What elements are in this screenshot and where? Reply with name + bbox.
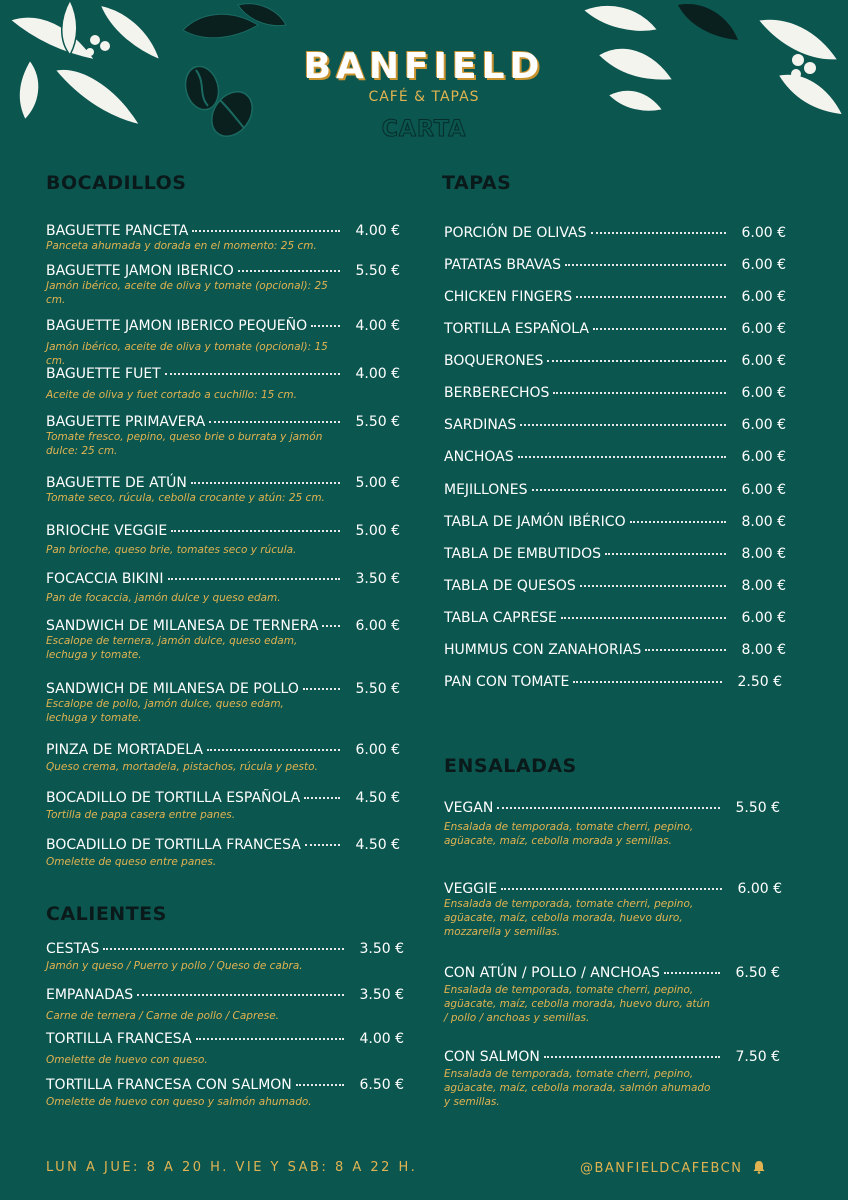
- item-description: Carne de ternera / Carne de pollo / Caprese.: [46, 1010, 280, 1022]
- item-name: SARDINAS: [444, 417, 517, 433]
- item-description: Jamón ibérico, aceite de oliva y tomate (opcional): 25 cm.: [46, 280, 328, 306]
- menu-item: [46, 614, 400, 662]
- menu-item: [444, 877, 782, 939]
- item-price: 6.50 €: [735, 965, 780, 981]
- menu-item: [444, 445, 786, 465]
- menu-item: [46, 567, 400, 605]
- item-price: 4.00 €: [355, 223, 400, 239]
- item-name: MEJILLONES: [444, 482, 528, 498]
- menu-item: [444, 317, 786, 337]
- social-handle-text: @BANFIELDCAFEBCN: [580, 1161, 743, 1176]
- menu-item: [444, 381, 786, 401]
- item-name: BRIOCHE VEGGIE: [46, 523, 168, 539]
- item-price: 6.00 €: [741, 289, 786, 305]
- item-description: Escalope de ternera, jamón dulce, queso edam, lechuga y tomate.: [46, 635, 298, 661]
- item-price: 6.00 €: [741, 417, 786, 433]
- item-name: PORCIÓN DE OLIVAS: [444, 225, 587, 241]
- item-price: 4.00 €: [359, 1031, 404, 1047]
- menu-item: [444, 413, 786, 433]
- opening-hours: LUN A JUE: 8 A 20 H. VIE Y SAB: 8 A 22 H.: [46, 1160, 418, 1175]
- menu-item: [46, 677, 400, 725]
- menu-item: [444, 349, 786, 369]
- item-name: BOQUERONES: [444, 353, 544, 369]
- menu-item: [444, 478, 786, 498]
- menu-item: [444, 253, 786, 273]
- item-price: 8.00 €: [741, 642, 786, 658]
- item-price: 8.00 €: [741, 578, 786, 594]
- item-description: Omelette de huevo con queso y salmón ahumado.: [46, 1096, 312, 1108]
- item-name: VEGGIE: [444, 881, 498, 897]
- item-name: BERBERECHOS: [444, 385, 550, 401]
- item-name: FOCACCIA BIKINI: [46, 571, 164, 587]
- item-description: Tomate seco, rúcula, cebolla crocante y atún: 25 cm.: [46, 492, 325, 504]
- item-price: 6.00 €: [741, 353, 786, 369]
- item-name: EMPANADAS: [46, 987, 134, 1003]
- item-name: CHICKEN FINGERS: [444, 289, 573, 305]
- item-name: VEGAN: [444, 800, 494, 816]
- item-price: 6.00 €: [741, 385, 786, 401]
- item-price: 4.50 €: [355, 837, 400, 853]
- item-price: 4.00 €: [355, 366, 400, 382]
- item-name: TORTILLA FRANCESA CON SALMON: [46, 1077, 292, 1093]
- item-name: TABLA CAPRESE: [444, 610, 557, 626]
- item-price: 6.00 €: [741, 610, 786, 626]
- menu-item: [46, 259, 400, 307]
- item-name: BOCADILLO DE TORTILLA FRANCESA: [46, 837, 301, 853]
- item-name: BAGUETTE DE ATÚN: [46, 475, 187, 491]
- item-description: Ensalada de temporada, tomate cherri, pepino, agüacate, maíz, cebolla morada y semillas.: [444, 821, 694, 847]
- menu-item: [444, 221, 786, 241]
- item-name: HUMMUS CON ZANAHORIAS: [444, 642, 642, 658]
- brand-subtitle: CAFÉ & TAPAS: [368, 89, 480, 105]
- menu-item: [444, 606, 786, 626]
- item-price: 6.50 €: [359, 1077, 404, 1093]
- menu-item: [46, 410, 400, 458]
- item-name: ANCHOAS: [444, 449, 514, 465]
- item-price: 5.00 €: [355, 523, 400, 539]
- item-name: CON SALMON: [444, 1049, 540, 1065]
- item-name: PINZA DE MORTADELA: [46, 742, 203, 758]
- item-price: 3.50 €: [359, 941, 404, 957]
- item-description: Ensalada de temporada, tomate cherri, pepino, agüacate, maíz, cebolla morada, huevo duro, mozzarella y semillas.: [444, 898, 694, 938]
- item-price: 3.50 €: [355, 571, 400, 587]
- section-title-calientes: CALIENTES: [46, 903, 167, 925]
- menu-item: [444, 961, 780, 1025]
- section-title-ensaladas: ENSALADAS: [444, 755, 577, 777]
- bell-icon: [752, 1160, 766, 1174]
- item-name: TABLA DE EMBUTIDOS: [444, 546, 602, 562]
- menu-item: [444, 1045, 780, 1109]
- item-description: Ensalada de temporada, tomate cherri, pepino, agüacate, maíz, cebolla morada, huevo duro, atún / pollo / anchoas y semillas.: [444, 984, 710, 1024]
- item-description: Jamón ibérico, aceite de oliva y tomate (opcional): 15 cm.: [46, 341, 328, 367]
- item-name: TORTILLA ESPAÑOLA: [444, 321, 589, 337]
- menu-item: [444, 796, 780, 848]
- item-price: 5.50 €: [355, 263, 400, 279]
- menu-item: [46, 1027, 404, 1067]
- item-name: CON ATÚN / POLLO / ANCHOAS: [444, 965, 660, 981]
- item-name: TORTILLA FRANCESA: [46, 1031, 192, 1047]
- menu-item: [46, 983, 404, 1023]
- item-price: 5.50 €: [355, 681, 400, 697]
- item-description: Pan de focaccia, jamón dulce y queso edam.: [46, 592, 281, 604]
- item-price: 6.00 €: [741, 321, 786, 337]
- brand-name: BANFIELD: [303, 46, 545, 87]
- item-description: Tomate fresco, pepino, queso brie o burrata y jamón dulce: 25 cm.: [46, 431, 323, 457]
- item-name: BAGUETTE PRIMAVERA: [46, 414, 206, 430]
- item-description: Aceite de oliva y fuet cortado a cuchillo: 15 cm.: [46, 389, 297, 401]
- item-description: Omelette de queso entre panes.: [46, 856, 217, 868]
- item-price: 8.00 €: [741, 514, 786, 530]
- menu-item: [444, 638, 786, 658]
- section-title-bocadillos: BOCADILLOS: [46, 172, 187, 194]
- menu-item: [46, 937, 404, 973]
- item-name: BAGUETTE FUET: [46, 366, 161, 382]
- item-name: BAGUETTE JAMON IBERICO PEQUEÑO: [46, 318, 308, 334]
- menu-item: [46, 362, 400, 402]
- menu-item: [46, 738, 400, 774]
- item-name: PATATAS BRAVAS: [444, 257, 561, 273]
- item-price: 6.00 €: [737, 881, 782, 897]
- menu-item: [444, 285, 786, 305]
- menu-item: [444, 510, 786, 530]
- menu-item: [444, 542, 786, 562]
- item-description: Ensalada de temporada, tomate cherri, pepino, agüacate, maíz, cebolla morada, salmón ahumado y semillas.: [444, 1068, 711, 1108]
- menu-item: [46, 786, 400, 822]
- item-price: 8.00 €: [741, 546, 786, 562]
- menu-title: CARTA: [381, 117, 467, 142]
- item-description: Jamón y queso / Puerro y pollo / Queso de cabra.: [46, 960, 303, 972]
- menu-item: [444, 574, 786, 594]
- item-name: BAGUETTE JAMON IBERICO: [46, 263, 234, 279]
- item-description: Tortilla de papa casera entre panes.: [46, 809, 236, 821]
- item-price: 5.50 €: [355, 414, 400, 430]
- item-name: SANDWICH DE MILANESA DE TERNERA: [46, 618, 319, 634]
- item-price: 6.00 €: [741, 449, 786, 465]
- item-price: 2.50 €: [737, 674, 782, 690]
- item-price: 6.00 €: [355, 618, 400, 634]
- item-description: Queso crema, mortadela, pistachos, rúcula y pesto.: [46, 761, 318, 773]
- menu-item: [46, 471, 400, 505]
- menu-item: [46, 833, 400, 869]
- menu-item: [46, 519, 400, 557]
- item-price: 7.50 €: [735, 1049, 780, 1065]
- item-price: 6.00 €: [741, 257, 786, 273]
- item-price: 6.00 €: [741, 482, 786, 498]
- item-price: 6.00 €: [355, 742, 400, 758]
- item-price: 4.50 €: [355, 790, 400, 806]
- item-description: Escalope de pollo, jamón dulce, queso edam, lechuga y tomate.: [46, 698, 284, 724]
- item-name: CESTAS: [46, 941, 100, 957]
- item-name: TABLA DE JAMÓN IBÉRICO: [444, 514, 626, 530]
- social-handle: [580, 1160, 766, 1176]
- menu-item: [444, 670, 782, 690]
- item-name: BAGUETTE PANCETA: [46, 223, 189, 239]
- item-name: TABLA DE QUESOS: [444, 578, 576, 594]
- menu-item: [46, 1073, 404, 1109]
- menu-item: [46, 219, 400, 253]
- item-price: 3.50 €: [359, 987, 404, 1003]
- item-price: 5.50 €: [735, 800, 780, 816]
- item-description: Omelette de huevo con queso.: [46, 1054, 208, 1066]
- item-description: Panceta ahumada y dorada en el momento: 25 cm.: [46, 240, 317, 252]
- item-name: SANDWICH DE MILANESA DE POLLO: [46, 681, 299, 697]
- item-description: Pan brioche, queso brie, tomates seco y rúcula.: [46, 544, 297, 556]
- item-price: 5.00 €: [355, 475, 400, 491]
- item-price: 4.00 €: [355, 318, 400, 334]
- item-price: 6.00 €: [741, 225, 786, 241]
- item-name: PAN CON TOMATE: [444, 674, 570, 690]
- section-title-tapas: TAPAS: [442, 172, 512, 194]
- item-name: BOCADILLO DE TORTILLA ESPAÑOLA: [46, 790, 301, 806]
